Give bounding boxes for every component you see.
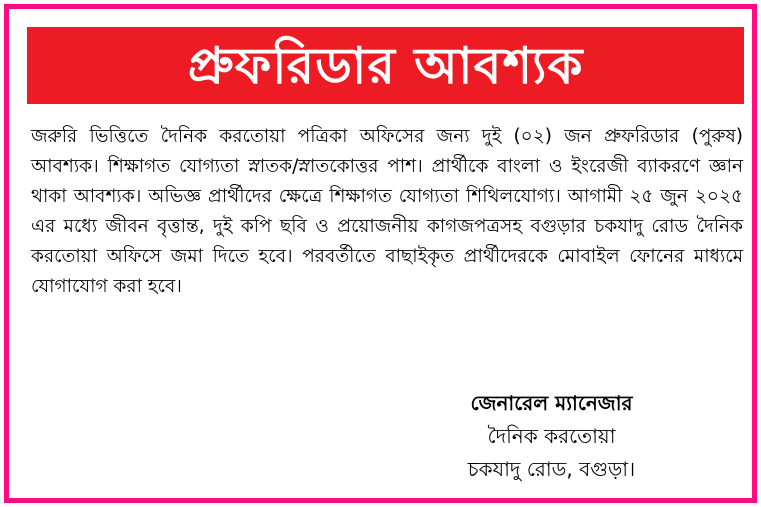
signatory-address: চকযাদু রোড, বগুড়া।: [467, 457, 636, 481]
headline-banner: [27, 27, 744, 104]
headline-title: প্রুফরিডার আবশ্যক: [187, 36, 584, 95]
advertisement-body: জরুরি ভিত্তিতে দৈনিক করতোয়া পত্রিকা অফিসের জন্য দুই (০২) জন প্রুফরিডার (পুরুষ) আবশ্যক। শিক্ষাগত যোগ্যতা স্নাতক/স্নাতকোত্তর পাশ। প্রার্থীকে বাংলা ও ইংরেজী ব্যাকরণে জ্ঞান থাকা আবশ্যক। অভিজ্ঞ প্রার্থীদের ক্ষেত্রে শিক্ষাগত যোগ্যতা শিথিলযোগ্য। আগামী ২৫ জুন ২০২৫ এর মধ্যে জীবন বৃত্তান্ত, দুই কপি ছবি ও প্রয়োজনীয় কাগজপত্রসহ বগুড়ার চকযাদু রোড দৈনিক করতোয়া অফিসে জমা দিতে হবে। পরবর্তীতে বাছাইকৃত প্রার্থীদেরকে মোবাইল ফোনের মাধ্যমে যোগাযোগ করা হবে।: [31, 126, 743, 297]
signatory-title: জেনারেল ম্যানেজার: [470, 391, 633, 415]
signatory-organization: দৈনিক করতোয়া: [487, 424, 616, 448]
advertisement-frame: [4, 4, 757, 503]
signature-block: [399, 387, 704, 486]
